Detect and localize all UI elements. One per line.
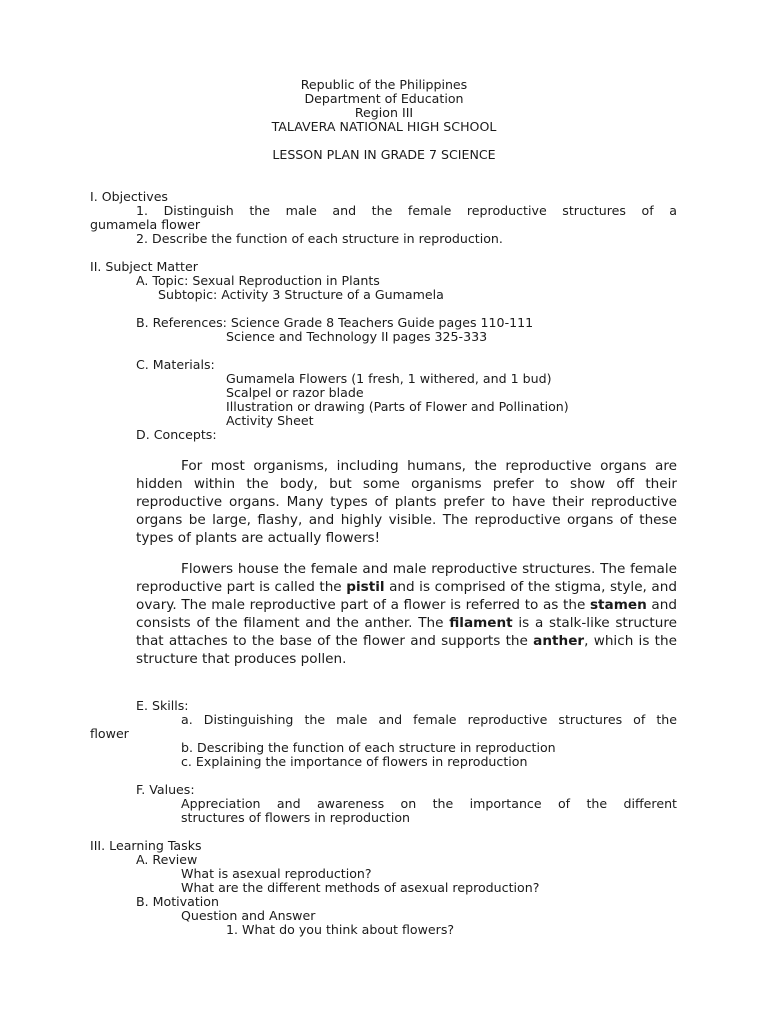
region-line: Region III	[354, 105, 414, 120]
concepts-heading: D. Concepts:	[136, 427, 217, 442]
values-heading: F. Values:	[136, 782, 195, 797]
review-question-1: What is asexual reproduction?	[181, 866, 372, 881]
material-item: Activity Sheet	[226, 413, 314, 428]
topic-line: A. Topic: Sexual Reproduction in Plants	[136, 273, 380, 288]
subtopic-line: Subtopic: Activity 3 Structure of a Gumamela	[158, 287, 444, 302]
motivation-question-1: 1. What do you think about flowers?	[226, 922, 455, 937]
skills-heading: E. Skills:	[136, 698, 189, 713]
skill-a-line2: flower	[90, 726, 129, 741]
motivation-type: Question and Answer	[181, 908, 316, 923]
term-stamen: stamen	[589, 597, 647, 613]
school-name: TALAVERA NATIONAL HIGH SCHOOL	[271, 119, 497, 134]
references-line: B. References: Science Grade 8 Teachers Guide pages 110-111	[136, 315, 534, 330]
review-heading: A. Review	[136, 852, 198, 867]
lesson-plan-title: LESSON PLAN IN GRADE 7 SCIENCE	[272, 147, 496, 162]
department-line: Department of Education	[304, 91, 464, 106]
objective-1-line1: 1. Distinguish the male and the female reproductive structures of a	[136, 203, 677, 218]
motivation-heading: B. Motivation	[136, 894, 219, 909]
concept-paragraph-1: For most organisms, including humans, the reproductive organs are hidden within the body, but some organisms prefer to show off their reproductive organs. Many types of plants prefer to have their reproductive organs be large, flashy, and highly visible. The reproductive organs of these types of plants are actually flowers!	[136, 458, 677, 546]
learning-tasks-heading: III. Learning Tasks	[90, 838, 202, 853]
term-anther: anther	[533, 633, 585, 649]
term-pistil: pistil	[346, 579, 385, 595]
concept-paragraph-2: Flowers house the female and male reproductive structures. The female reproductive part is called the pistil and is comprised of the stigma, style, and ovary. The male reproductive part of a flower is referred to as the stamen and consists of the filament and the anther. The filament is a stalk-like structure that attaches to the base of the flower and supports the anther, which is the structure that produces pollen.	[136, 561, 678, 667]
material-item: Illustration or drawing (Parts of Flower and Pollination)	[226, 399, 569, 414]
objective-1-line2: gumamela flower	[90, 217, 201, 232]
skill-b: b. Describing the function of each structure in reproduction	[181, 740, 556, 755]
subject-matter-heading: II. Subject Matter	[90, 259, 198, 274]
republic-line: Republic of the Philippines	[300, 77, 468, 92]
objective-2: 2. Describe the function of each structure in reproduction.	[136, 231, 503, 246]
objectives-heading: I. Objectives	[90, 189, 168, 204]
review-question-2: What are the different methods of asexual reproduction?	[181, 880, 540, 895]
values-line1: Appreciation and awareness on the importance of the different	[181, 796, 677, 811]
skill-c: c. Explaining the importance of flowers in reproduction	[181, 754, 528, 769]
references-line-2: Science and Technology II pages 325-333	[226, 329, 488, 344]
skill-a-line1: a. Distinguishing the male and female reproductive structures of the	[181, 712, 677, 727]
material-item: Scalpel or razor blade	[226, 385, 364, 400]
term-filament: filament	[449, 615, 513, 631]
material-item: Gumamela Flowers (1 fresh, 1 withered, and 1 bud)	[226, 371, 552, 386]
values-line2: structures of flowers in reproduction	[181, 810, 411, 825]
materials-heading: C. Materials:	[136, 357, 215, 372]
